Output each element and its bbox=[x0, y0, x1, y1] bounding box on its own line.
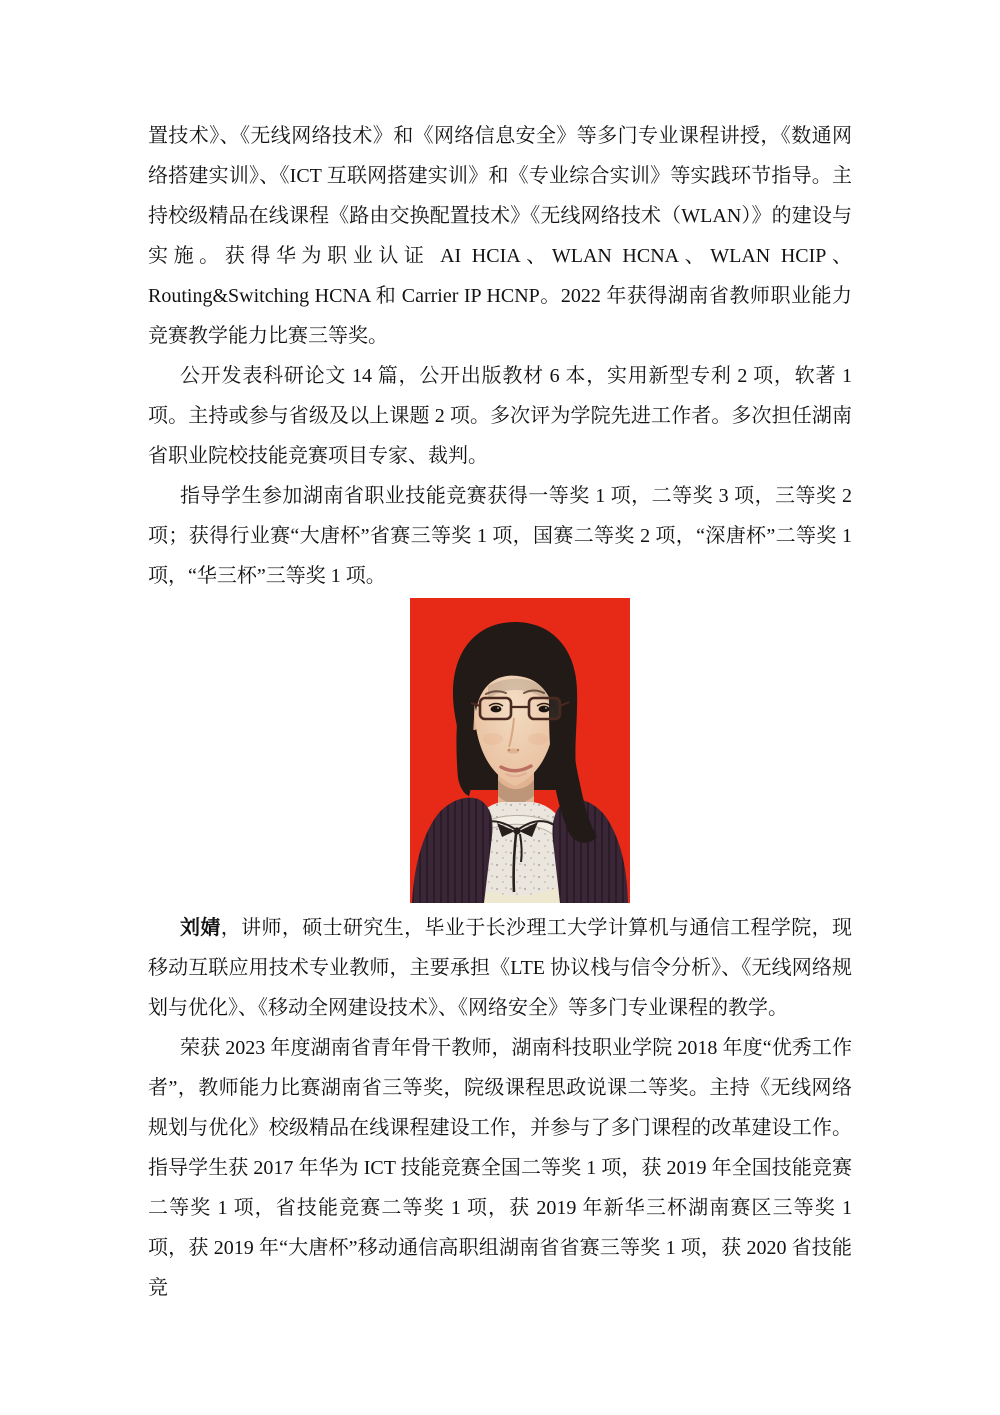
text-block-top bbox=[148, 116, 852, 596]
text-block-bottom bbox=[148, 908, 852, 1308]
cheek-right bbox=[528, 733, 548, 745]
portrait-photo-graphic bbox=[410, 598, 630, 903]
paragraph: 刘婧，讲师，硕士研究生，毕业于长沙理工大学计算机与通信工程学院，现移动互联应用技术专业教师，主要承担《LTE 协议栈与信令分析》、《无线网络规划与优化》、《移动全网建设技术》、《网络安全》等多门专业课程的教学。 bbox=[148, 917, 852, 1019]
person-name: 刘婧 bbox=[180, 917, 221, 939]
cheek-left bbox=[483, 733, 503, 745]
photo-row bbox=[148, 596, 852, 908]
teacher-portrait-photo bbox=[410, 598, 630, 903]
paragraph: 荣获 2023 年度湖南省青年骨干教师，湖南科技职业学院 2018 年度“优秀工作者”，教师能力比赛湖南省三等奖，院级课程思政说课二等奖。主持《无线网络规划与优化》校级精品在线课程建设工作，并参与了多门课程的改革建设工作。指导学生获 2017 年华为 ICT 技能竞赛全国二等奖 1 项，获 2019 年全国技能竞赛二等奖 1 项，省技能竞赛二等奖 1 项，获 2019 年新华三杯湖南赛区三等奖 1 项，获 2019 年“大唐杯”移动通信高职组湖南省省赛三等奖 1 项，获 2020 省技能竞 bbox=[148, 1037, 852, 1299]
document-content bbox=[148, 116, 852, 1308]
paragraph: 公开发表科研论文 14 篇，公开出版教材 6 本，实用新型专利 2 项，软著 1 项。主持或参与省级及以上课题 2 项。多次评为学院先进工作者。多次担任湖南省职业院校技能竞赛项目专家、裁判。 bbox=[148, 365, 852, 467]
paragraph: 指导学生参加湖南省职业技能竞赛获得一等奖 1 项，二等奖 3 项，三等奖 2 项；获得行业赛“大唐杯”省赛三等奖 1 项，国赛二等奖 2 项，“深唐杯”二等奖 1 项，“华三杯”三等奖 1 项。 bbox=[148, 485, 852, 587]
paragraph: 置技术》、《无线网络技术》和《网络信息安全》等多门专业课程讲授，《数通网络搭建实训》、《ICT 互联网搭建实训》和《专业综合实训》等实践环节指导。主持校级精品在线课程《路由交换配置技术》《无线网络技术（WLAN）》的建设与实施。获得华为职业认证 AI HCIA、WLAN HCNA、WLAN HCIP、Routing&Switching HCNA 和 Carrier IP HCNP。2022 年获得湖南省教师职业能力竞赛教学能力比赛三等奖。 bbox=[148, 125, 852, 347]
